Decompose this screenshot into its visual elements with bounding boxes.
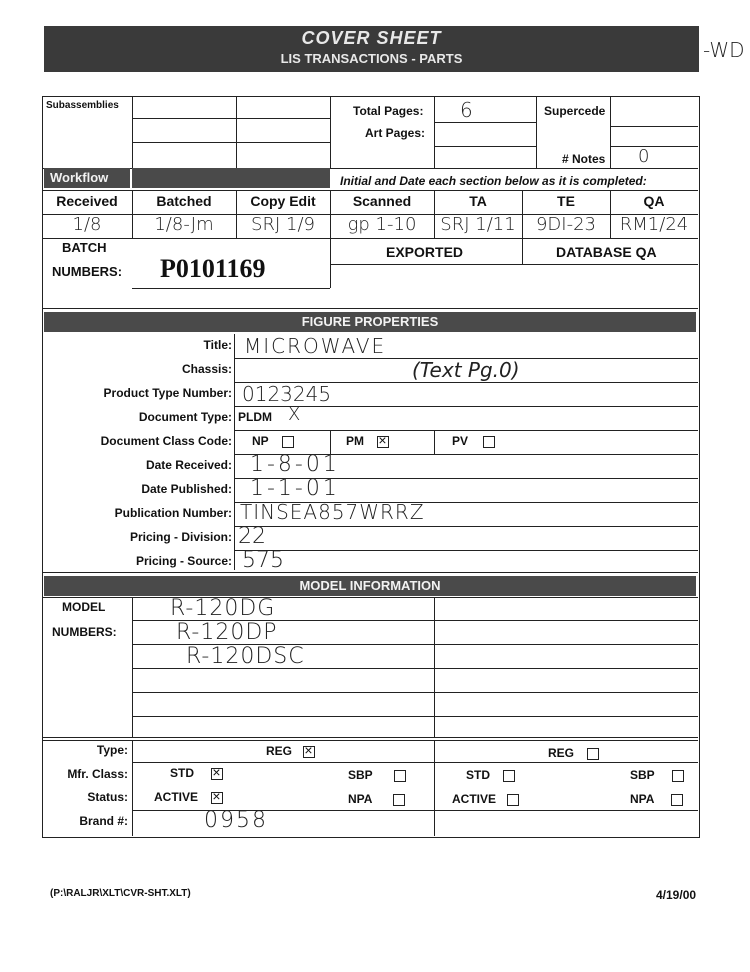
npa-label-right: NPA <box>630 792 654 806</box>
sbp-checkbox-right[interactable] <box>672 770 684 782</box>
reg-checkbox-right[interactable] <box>587 748 599 760</box>
notes-value: 0 <box>638 146 650 167</box>
workflow-value-6: RM1/24 <box>619 214 689 235</box>
brand-value: 0958 <box>204 808 268 833</box>
pv-checkbox[interactable] <box>483 436 495 448</box>
workflow-value-5: 9DI-23 <box>535 214 597 235</box>
model-number-2: R-120DP <box>176 620 278 645</box>
sbp-option-left[interactable] <box>348 768 406 782</box>
publication-label: Publication Number: <box>114 506 232 520</box>
reg-checkbox-left[interactable] <box>303 746 315 758</box>
std-label-left: STD <box>170 766 194 780</box>
sbp-label-right: SBP <box>630 768 655 782</box>
database-qa-label: DATABASE QA <box>556 244 657 260</box>
product-type-label: Product Type Number: <box>103 386 232 400</box>
art-pages-label: Art Pages: <box>365 126 426 140</box>
sbp-option-right[interactable] <box>630 768 684 782</box>
status-label: Status: <box>87 790 128 804</box>
workflow-header-4: TA <box>469 193 487 209</box>
std-option-left[interactable] <box>170 766 223 780</box>
workflow-value-3: gp 1-10 <box>347 214 417 235</box>
pm-label: PM <box>346 434 364 448</box>
reg-option-left[interactable] <box>266 744 315 758</box>
chassis-note: (Text Pg.0) <box>412 358 520 382</box>
std-checkbox-left[interactable] <box>211 768 223 780</box>
subassemblies-label: Subassemblies <box>46 100 119 111</box>
workflow-header-1: Batched <box>156 193 212 209</box>
document-type-label: Document Type: <box>138 410 232 424</box>
date-received-label: Date Received: <box>145 458 232 472</box>
workflow-header-5: TE <box>557 193 575 209</box>
active-label-left: ACTIVE <box>154 790 199 804</box>
std-label-right: STD <box>466 768 490 782</box>
npa-option-left[interactable] <box>348 792 405 806</box>
model-information-bar: MODEL INFORMATION <box>44 576 696 596</box>
reg-option-right[interactable] <box>548 746 599 760</box>
date-received-value: 1-8-01 <box>250 452 340 477</box>
mfr-class-label: Mfr. Class: <box>67 767 128 781</box>
type-label: Type: <box>96 743 128 757</box>
npa-label-left: NPA <box>348 792 372 806</box>
npa-option-right[interactable] <box>630 792 683 806</box>
model-number-1: R-120DG <box>170 596 276 621</box>
reg-label-left: REG <box>266 744 293 758</box>
active-checkbox-left[interactable] <box>211 792 223 804</box>
batch-number: P0101169 <box>160 254 266 283</box>
np-option[interactable] <box>252 434 294 448</box>
workflow-value-4: SRJ 1/11 <box>440 214 516 235</box>
std-checkbox-right[interactable] <box>503 770 515 782</box>
banner-subtitle: LIS TRANSACTIONS - PARTS <box>280 51 463 66</box>
exported-label: EXPORTED <box>386 244 464 260</box>
workflow-header-0: Received <box>56 193 118 209</box>
np-checkbox[interactable] <box>282 436 294 448</box>
model-number-3: R-120DSC <box>186 644 305 669</box>
reg-label-right: REG <box>548 746 575 760</box>
title-label: Title: <box>203 338 232 352</box>
product-type-value: 0123245 <box>242 382 332 406</box>
document-type-mark: X <box>288 404 301 425</box>
sbp-label-left: SBP <box>348 768 373 782</box>
notes-label: # Notes <box>562 152 606 166</box>
total-pages-label: Total Pages: <box>353 104 424 118</box>
pricing-division-value: 22 <box>238 524 266 549</box>
pricing-division-label: Pricing - Division: <box>129 530 232 544</box>
title-value: MICROWAVE <box>244 334 387 358</box>
footer-date: 4/19/00 <box>656 888 697 902</box>
pricing-source-label: Pricing - Source: <box>135 554 232 568</box>
pv-option[interactable] <box>452 434 495 448</box>
np-label: NP <box>252 434 269 448</box>
workflow-header-3: Scanned <box>352 193 412 209</box>
std-option-right[interactable] <box>466 768 515 782</box>
brand-label: Brand #: <box>79 814 128 828</box>
workflow-header-6: QA <box>643 193 665 209</box>
npa-checkbox-left[interactable] <box>393 794 405 806</box>
workflow-value-1: 1/8-Jm <box>154 214 214 235</box>
workflow-instruction: Initial and Date each section below as it is completed: <box>340 174 647 188</box>
pm-checkbox[interactable] <box>377 436 389 448</box>
workflow-value-0: 1/8 <box>72 214 102 235</box>
cover-sheet-banner <box>44 26 699 72</box>
banner-title: COVER SHEET <box>301 28 442 48</box>
figure-properties-bar: FIGURE PROPERTIES <box>44 312 696 332</box>
model-label: MODEL <box>62 600 106 614</box>
batch-numbers-label: NUMBERS: <box>52 264 123 279</box>
supercede-label: Supercede <box>544 104 606 118</box>
document-type-value: PLDM <box>238 410 272 424</box>
workflow-value-2: SRJ 1/9 <box>251 214 315 235</box>
batch-label: BATCH <box>62 240 107 255</box>
chassis-label: Chassis: <box>181 362 232 376</box>
model-numbers-label: NUMBERS: <box>52 625 117 639</box>
active-option-left[interactable] <box>154 790 223 804</box>
workflow-header-2: Copy Edit <box>250 193 316 209</box>
doc-class-label: Document Class Code: <box>100 434 232 448</box>
publication-value: TINSEA857WRRZ <box>240 500 425 524</box>
sbp-checkbox-left[interactable] <box>394 770 406 782</box>
date-published-label: Date Published: <box>141 482 232 496</box>
margin-note: -WD <box>703 38 745 62</box>
npa-checkbox-right[interactable] <box>671 794 683 806</box>
pv-label: PV <box>452 434 469 448</box>
date-published-value: 1-1-01 <box>250 476 340 501</box>
active-label-right: ACTIVE <box>452 792 497 806</box>
workflow-bar: Workflow <box>44 168 130 188</box>
active-checkbox-right[interactable] <box>507 794 519 806</box>
active-option-right[interactable] <box>452 792 519 806</box>
pricing-source-value: 575 <box>242 548 284 573</box>
pm-option[interactable] <box>346 434 389 448</box>
total-pages-value: 6 <box>460 98 473 122</box>
footer-path: (P:\RALJR\XLT\CVR-SHT.XLT) <box>50 888 191 899</box>
